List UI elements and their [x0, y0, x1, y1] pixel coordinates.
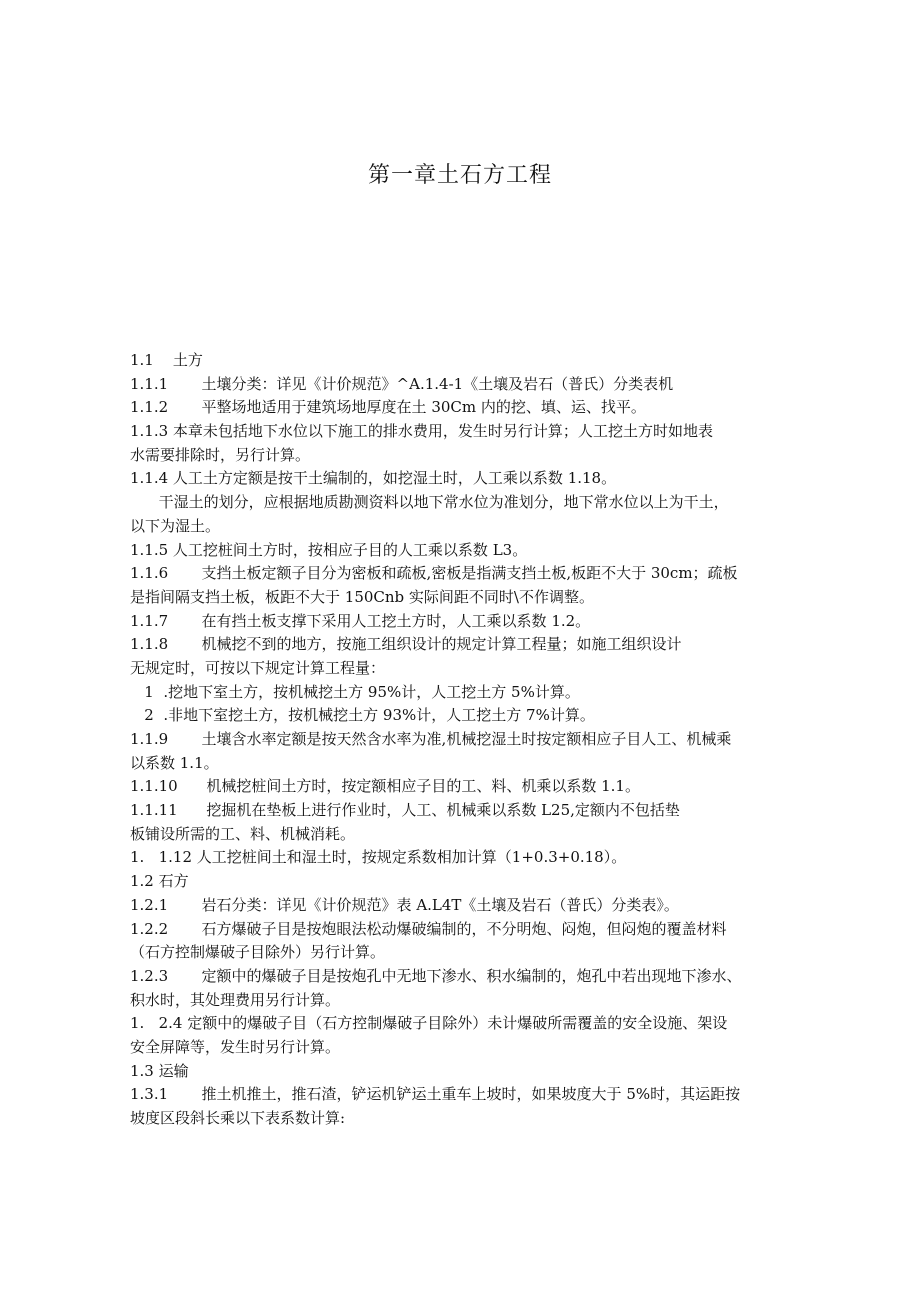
section-heading-1-2: 1.2 石方 — [130, 872, 189, 891]
paragraph-line: 安全屏障等，发生时另行计算。 — [130, 1037, 341, 1056]
paragraph-line: 1.1.3 本章未包括地下水位以下施工的排水费用，发生时另行计算；人工挖土方时如地表 — [130, 422, 713, 441]
paragraph-line: 积水时，其处理费用另行计算。 — [130, 990, 341, 1009]
paragraph-line: 1.1.10 机械挖桩间土方时，按定额相应子目的工、料、机乘以系数 1.1。 — [130, 777, 640, 796]
paragraph-line: 1.2.2 石方爆破子目是按炮眼法松动爆破编制的，不分明炮、闷炮，但闷炮的覆盖材料 — [130, 919, 727, 938]
paragraph-line: 1. 1.12 人工挖桩间土和湿土时，按规定系数相加计算（1+0.3+0.18）。 — [130, 848, 627, 867]
paragraph-line: 干湿土的划分，应根据地质勘测资料以地下常水位为准划分，地下常水位以上为干土， — [130, 493, 729, 512]
paragraph-line: 1.1.2 平整场地适用于建筑场地厚度在土 30Cm 内的挖、填、运、找平。 — [130, 398, 646, 417]
paragraph-line: 坡度区段斜长乘以下表系数计算: — [130, 1109, 346, 1127]
paragraph-line: 1.1.5 人工挖桩间土方时，按相应子目的人工乘以系数 L3。 — [130, 540, 528, 559]
paragraph-line: 以下为湿土。 — [130, 516, 221, 535]
paragraph-line: 1.2.1 岩石分类：详见《计价规范》表 A.L4T《土壤及岩石（普氏）分类表》。 — [130, 895, 679, 914]
paragraph-line: 1.1.1 土壤分类：详见《计价规范》^A.1.4-1《土壤及岩石（普氏）分类表机 — [130, 374, 674, 393]
list-item: 1 .挖地下室土方，按机械挖土方 95%计，人工挖土方 5%计算。 — [130, 682, 580, 701]
paragraph-line: 1.1.8 机械挖不到的地方，按施工组织设计的规定计算工程量；如施工组织设计 — [130, 635, 682, 654]
paragraph-line: 1.3.1 推土机推土，推石渣，铲运机铲运土重车上坡时，如果坡度大于 5%时，其运距按 — [130, 1085, 741, 1104]
chapter-title: 第一章土石方工程 — [367, 163, 552, 188]
paragraph-line: （石方控制爆破子目除外）另行计算。 — [130, 943, 386, 962]
paragraph-line: 1.1.9 土壤含水率定额是按天然含水率为准,机械挖湿土时按定额相应子目人工、机械乘 — [130, 730, 732, 748]
paragraph-line: 水需要排除时，另行计算。 — [130, 445, 311, 464]
paragraph-line: 1.1.4 人工土方定额是按干土编制的，如挖湿土时，人工乘以系数 1.18。 — [130, 469, 617, 488]
document-body — [130, 349, 810, 1131]
section-heading-1-1: 1.1 土方 — [130, 351, 203, 369]
paragraph-line: 1.1.7 在有挡土板支撑下采用人工挖土方时，人工乘以系数 1.2。 — [130, 611, 591, 630]
paragraph-line: 无规定时，可按以下规定计算工程量： — [130, 658, 386, 677]
paragraph-line: 以系数 1.1。 — [130, 753, 219, 772]
paragraph-line: 是指间隔支挡土板，板距不大于 150Cnb 实际间距不同时\不作调整。 — [130, 587, 594, 606]
paragraph-line: 1.2.3 定额中的爆破子目是按炮孔中无地下渗水、积水编制的，炮孔中若出现地下渗水、 — [130, 966, 742, 985]
section-heading-1-3: 1.3 运输 — [130, 1061, 189, 1080]
list-item: 2 .非地下室挖土方，按机械挖土方 93%计，人工挖土方 7%计算。 — [130, 706, 595, 725]
paragraph-line: 1.1.11 挖掘机在垫板上进行作业时，人工、机械乘以系数 L25,定额内不包括垫 — [130, 801, 680, 820]
paragraph-line: 板铺设所需的工、料、机械消耗。 — [130, 824, 356, 843]
paragraph-line: 1.1.6 支挡土板定额子目分为密板和疏板,密板是指满支挡土板,板距不大于 30cm；疏板 — [130, 564, 738, 583]
paragraph-line: 1. 2.4 定额中的爆破子目（石方控制爆破子目除外）未计爆破所需覆盖的安全设施、架设 — [130, 1014, 728, 1033]
